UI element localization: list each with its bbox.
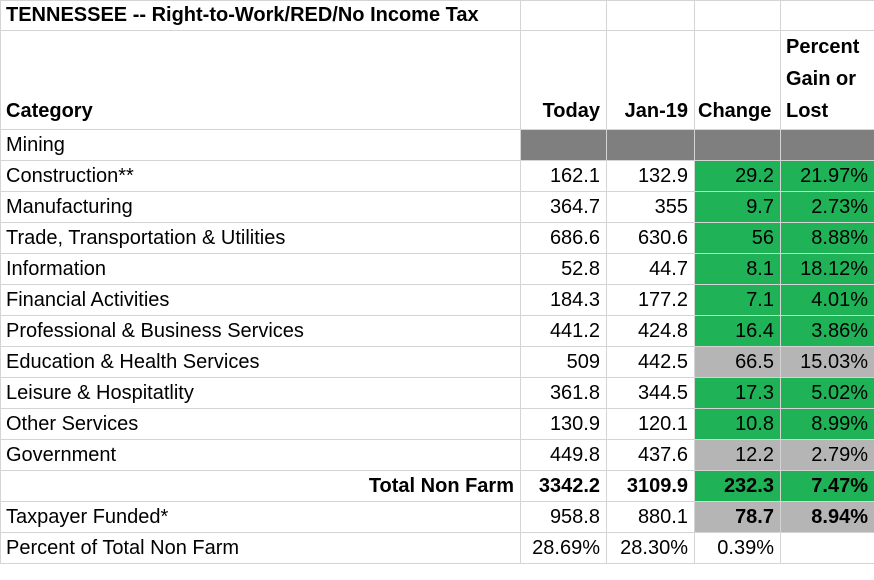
change-cell: 8.1 bbox=[695, 254, 781, 285]
percent-cell: 2.79% bbox=[781, 440, 874, 471]
change-cell: 56 bbox=[695, 223, 781, 254]
header-row bbox=[1, 31, 874, 130]
today-cell: 361.8 bbox=[521, 378, 607, 409]
percent-total-label: Percent of Total Non Farm bbox=[1, 533, 521, 564]
taxpayer-row bbox=[1, 502, 874, 533]
jan-cell: 44.7 bbox=[607, 254, 695, 285]
header-jan19: Jan-19 bbox=[607, 31, 695, 130]
percent-total-today: 28.69% bbox=[521, 533, 607, 564]
percent-cell: 8.88% bbox=[781, 223, 874, 254]
jan-cell: 355 bbox=[607, 192, 695, 223]
jan-cell: 344.5 bbox=[607, 378, 695, 409]
total-change: 232.3 bbox=[695, 471, 781, 502]
jan-cell bbox=[607, 130, 695, 161]
percent-cell: 15.03% bbox=[781, 347, 874, 378]
change-cell: 16.4 bbox=[695, 316, 781, 347]
today-cell: 686.6 bbox=[521, 223, 607, 254]
category-cell: Financial Activities bbox=[1, 285, 521, 316]
total-label: Total Non Farm bbox=[1, 471, 521, 502]
jan-cell: 120.1 bbox=[607, 409, 695, 440]
table-row bbox=[1, 223, 874, 254]
percent-total-row bbox=[1, 533, 874, 564]
today-cell: 130.9 bbox=[521, 409, 607, 440]
percent-cell: 21.97% bbox=[781, 161, 874, 192]
table-row bbox=[1, 316, 874, 347]
jan-cell: 132.9 bbox=[607, 161, 695, 192]
jan-cell: 424.8 bbox=[607, 316, 695, 347]
percent-cell: 5.02% bbox=[781, 378, 874, 409]
jan-cell: 437.6 bbox=[607, 440, 695, 471]
percent-cell: 18.12% bbox=[781, 254, 874, 285]
empty-cell bbox=[607, 1, 695, 31]
table-row bbox=[1, 130, 874, 161]
sheet-title: TENNESSEE -- Right-to-Work/RED/No Income Tax bbox=[1, 1, 521, 31]
category-cell: Other Services bbox=[1, 409, 521, 440]
category-cell: Construction** bbox=[1, 161, 521, 192]
change-cell: 12.2 bbox=[695, 440, 781, 471]
table-row bbox=[1, 409, 874, 440]
taxpayer-change: 78.7 bbox=[695, 502, 781, 533]
today-cell: 441.2 bbox=[521, 316, 607, 347]
change-cell: 17.3 bbox=[695, 378, 781, 409]
taxpayer-percent: 8.94% bbox=[781, 502, 874, 533]
jan-cell: 630.6 bbox=[607, 223, 695, 254]
taxpayer-jan: 880.1 bbox=[607, 502, 695, 533]
title-row bbox=[1, 1, 874, 31]
table-row bbox=[1, 285, 874, 316]
percent-cell bbox=[781, 130, 874, 161]
percent-cell: 2.73% bbox=[781, 192, 874, 223]
percent-cell: 4.01% bbox=[781, 285, 874, 316]
category-cell: Education & Health Services bbox=[1, 347, 521, 378]
today-cell: 364.7 bbox=[521, 192, 607, 223]
category-cell: Professional & Business Services bbox=[1, 316, 521, 347]
table-row bbox=[1, 254, 874, 285]
today-cell: 509 bbox=[521, 347, 607, 378]
today-cell bbox=[521, 130, 607, 161]
total-today: 3342.2 bbox=[521, 471, 607, 502]
empty-cell bbox=[695, 1, 781, 31]
taxpayer-today: 958.8 bbox=[521, 502, 607, 533]
change-cell: 7.1 bbox=[695, 285, 781, 316]
category-cell: Leisure & Hospitatlity bbox=[1, 378, 521, 409]
table-row bbox=[1, 347, 874, 378]
change-cell: 9.7 bbox=[695, 192, 781, 223]
change-cell: 29.2 bbox=[695, 161, 781, 192]
today-cell: 52.8 bbox=[521, 254, 607, 285]
category-cell: Government bbox=[1, 440, 521, 471]
today-cell: 162.1 bbox=[521, 161, 607, 192]
table-row bbox=[1, 192, 874, 223]
header-change: Change bbox=[695, 31, 781, 130]
change-cell bbox=[695, 130, 781, 161]
header-category: Category bbox=[1, 31, 521, 130]
total-jan: 3109.9 bbox=[607, 471, 695, 502]
category-cell: Mining bbox=[1, 130, 521, 161]
today-cell: 449.8 bbox=[521, 440, 607, 471]
header-today: Today bbox=[521, 31, 607, 130]
jan-cell: 177.2 bbox=[607, 285, 695, 316]
total-percent: 7.47% bbox=[781, 471, 874, 502]
table-row bbox=[1, 440, 874, 471]
change-cell: 10.8 bbox=[695, 409, 781, 440]
today-cell: 184.3 bbox=[521, 285, 607, 316]
table-row bbox=[1, 378, 874, 409]
percent-total-jan: 28.30% bbox=[607, 533, 695, 564]
taxpayer-label: Taxpayer Funded* bbox=[1, 502, 521, 533]
percent-cell: 3.86% bbox=[781, 316, 874, 347]
jan-cell: 442.5 bbox=[607, 347, 695, 378]
category-cell: Trade, Transportation & Utilities bbox=[1, 223, 521, 254]
percent-total-change: 0.39% bbox=[695, 533, 781, 564]
percent-total-percent bbox=[781, 533, 874, 564]
empty-cell bbox=[521, 1, 607, 31]
empty-cell bbox=[781, 1, 874, 31]
total-row bbox=[1, 471, 874, 502]
percent-cell: 8.99% bbox=[781, 409, 874, 440]
category-cell: Manufacturing bbox=[1, 192, 521, 223]
header-percent: Percent Gain or Lost bbox=[781, 31, 874, 130]
category-cell: Information bbox=[1, 254, 521, 285]
table-row bbox=[1, 161, 874, 192]
change-cell: 66.5 bbox=[695, 347, 781, 378]
